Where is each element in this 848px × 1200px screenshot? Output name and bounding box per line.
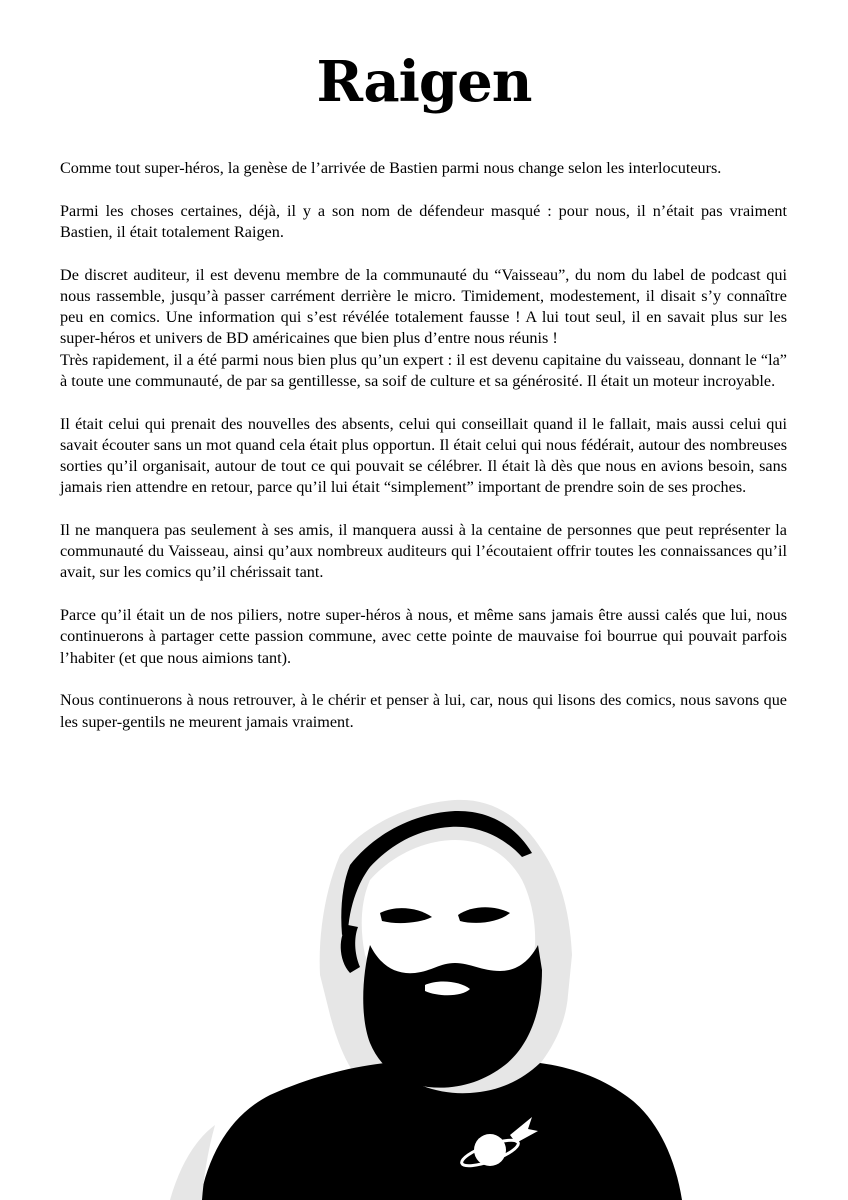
paragraph-8: Nous continuerons à nous retrouver, à le chérir et penser à lui, car, nous qui lisons des comics, nous savons que les super-gentils ne meurent jamais vraiment. <box>60 691 787 731</box>
paragraph-1: Comme tout super-héros, la genèse de l’arrivée de Bastien parmi nous change selon les interlocuteurs. <box>60 159 722 177</box>
paragraph-4: Très rapidement, il a été parmi nous bien plus qu’un expert : il est devenu capitaine du vaisseau, donnant le “la” à toute une communauté, de par sa gentillesse, sa soif de culture et sa générosité. Il était un moteur incroyable. <box>60 350 787 390</box>
paragraph-5: Il était celui qui prenait des nouvelles des absents, celui qui conseillait quand il le fallait, mais aussi celui qui savait écouter sans un mot quand cela était plus opportun. Il était celui qui nous fédérait, autour des nombreuses sorties qu’il organisait, autour de tout ce qui pouvait se célébrer. Il était là dès que nous en avions besoin, sans jamais rien attendre en retour, parce qu’il lui était “simplement” important de prendre soin de ses proches. <box>60 414 787 497</box>
paragraph-3: De discret auditeur, il est devenu membre de la communauté du “Vaisseau”, du nom du label de podcast qui nous rassemble, jusqu’à passer carrément derrière le micro. Timidement, modestement, il disait s’y connaître peu en comics. Une information qui s’est révélée totalement fausse ! A lui tout seul, il en savait plus sur les super-héros et univers de BD américaines que bien plus d’entre nous réunis ! <box>60 265 787 348</box>
paragraph-2: Parmi les choses certaines, déjà, il y a son nom de défendeur masqué : pour nous, il n’était pas vraiment Bastien, il était totalement Raigen. <box>60 201 787 241</box>
paragraph-7: Parce qu’il était un de nos piliers, notre super-héros à nous, et même sans jamais être aussi calés que lui, nous continuerons à partager cette passion commune, avec cette pointe de mauvaise foi bourrue qui pouvait parfois l’habiter (et que nous aimions tant). <box>60 606 787 667</box>
portrait-illustration <box>170 795 690 1200</box>
page-title: Raigen <box>316 49 532 115</box>
body-text <box>60 158 787 754</box>
paragraph-6: Il ne manquera pas seulement à ses amis, il manquera aussi à la centaine de personnes que peut représenter la communauté du Vaisseau, ainsi qu’aux nombreux auditeurs qui l’écoutaient offrir toutes les connaissances qu’il avait, sur les comics qu’il chérissait tant. <box>60 521 787 582</box>
